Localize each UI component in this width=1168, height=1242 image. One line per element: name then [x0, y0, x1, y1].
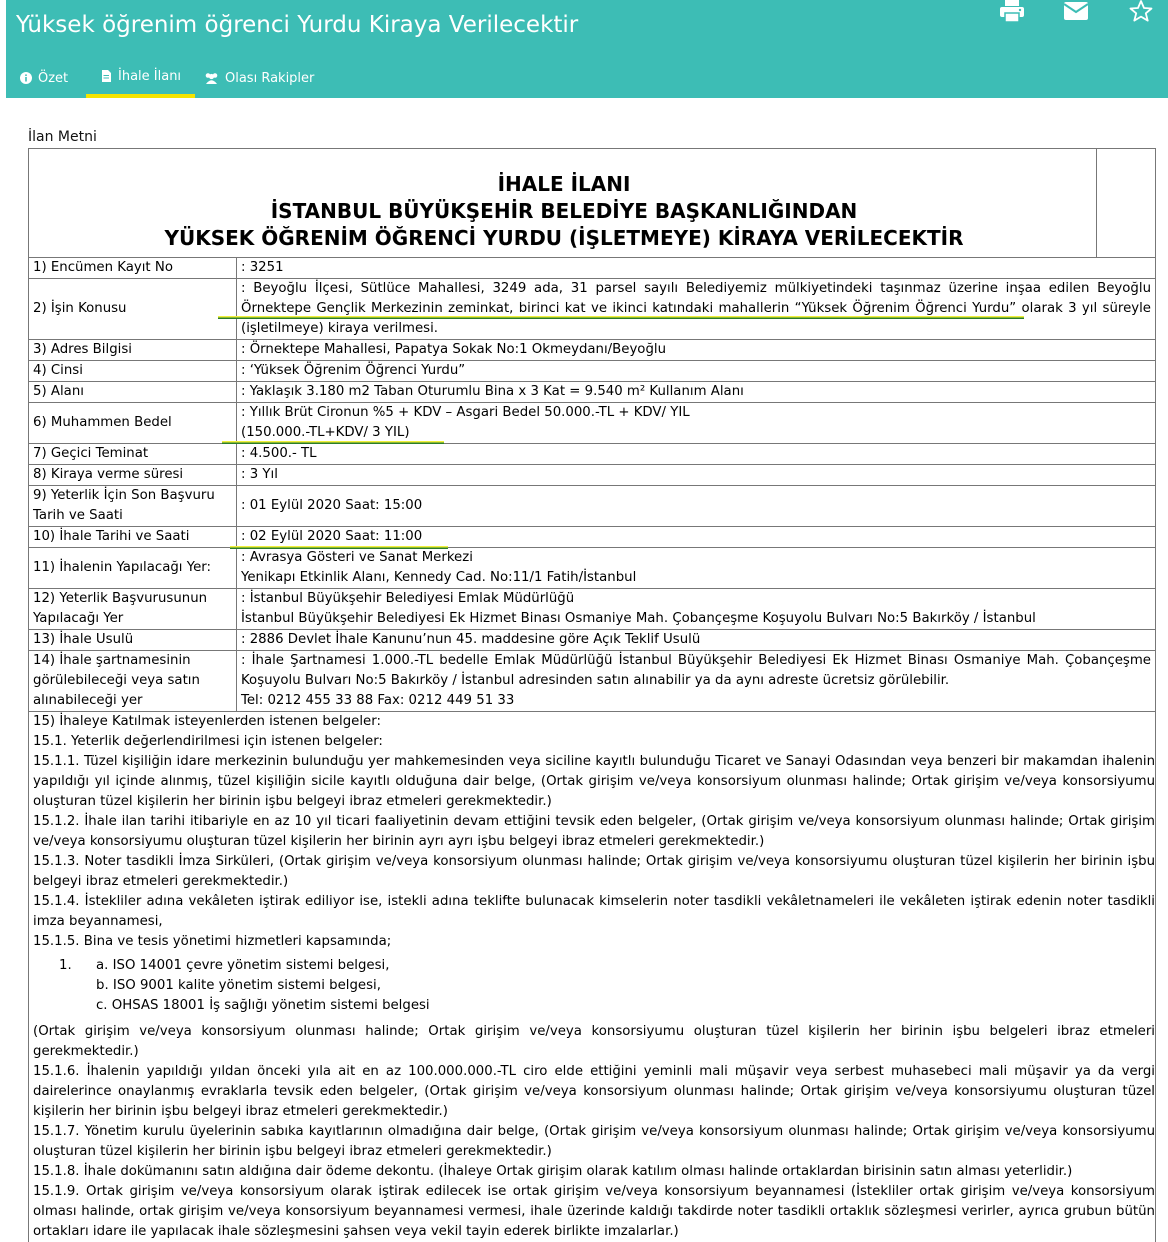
- announcement-document: [28, 148, 1156, 1242]
- tab-label: Olası Rakipler: [225, 70, 315, 86]
- row-key: 11) İhalenin Yapılacağı Yer:: [29, 548, 237, 589]
- row-key: 12) Yeterlik Başvurusunun Yapılacağı Yer: [29, 589, 237, 630]
- row-value-line: : Yıllık Brüt Cironun %5 + KDV – Asgari Bedel 50.000.-TL + KDV/ YIL: [241, 405, 690, 420]
- table-row: [29, 486, 1156, 527]
- table-row: [29, 258, 1156, 279]
- row-value-line: : 3251: [241, 260, 284, 275]
- document-title-box: [28, 148, 1156, 257]
- paragraph: 15.1.8. İhale dokümanını satın aldığına dair ödeme dekontu. (İhaleye Ortak girişim olarak katılım olması halinde ortaklardan birisinin satın alması yeterlidir.): [33, 1164, 1073, 1179]
- row-value-line: : 01 Eylül 2020 Saat: 15:00: [241, 498, 423, 513]
- row-key: 13) İhale Usulü: [29, 630, 237, 651]
- row-value-line: (150.000.-TL+KDV/ 3 YIL): [241, 425, 410, 440]
- row-value-line: : ‘Yüksek Öğrenim Öğrenci Yurdu”: [241, 363, 466, 378]
- paragraph: 15.1.7. Yönetim kurulu üyelerinin sabıka kayıtlarının olmadığına dair belge, (Ortak girişim ve/veya konsorsiyum olunması halinde; Ortak girişim ve/veya konsorsiyumu oluşturan tüzel kişilerin her birinin işbu belgeyi ibraz etmeleri gerekmektedir.): [33, 1124, 1155, 1159]
- row-key: 3) Adres Bilgisi: [29, 340, 237, 361]
- paragraph: 15.1.4. İstekliler adına vekâleten iştirak ediliyor ise, istekli adına teklifte bulunacak kimselerin noter tasdikli vekâletnameleri ile vekâleten iştirak edenin noter tasdikli imza beyannamesi,: [33, 894, 1155, 929]
- row-value-line: : Avrasya Gösteri ve Sanat Merkezi: [241, 550, 473, 565]
- row-value: [237, 589, 1156, 630]
- row-value: [237, 548, 1156, 589]
- table-row: [29, 527, 1156, 548]
- paragraph: 15.1.3. Noter tasdikli İmza Sirküleri, (Ortak girişim ve/veya konsorsiyum olunması halinde; Ortak girişim ve/veya konsorsiyumu oluşturan tüzel kişilerin her birinin işbu belgeyi ibraz etmeleri gerekmektedir.): [33, 854, 1155, 889]
- row-value-line: : 02 Eylül 2020 Saat: 11:00: [241, 529, 423, 544]
- requirements-text: [28, 712, 1156, 1242]
- row-value: [237, 279, 1156, 340]
- row-key: 6) Muhammen Bedel: [29, 403, 237, 444]
- tab-ozet[interactable]: [20, 58, 68, 98]
- row-value-line: : Beyoğlu İlçesi, Sütlüce Mahallesi, 3249 ada, 31 parsel sayılı Belediyemiz mülkiyetindeki taşınmaz üzerine inşaa edilen Beyoğlu Örnektepe Gençlik Merkezinin zeminkat, birinci kat ve ikinci katındaki mahallerin “Yüksek Öğrenim Öğrenci Yurdu” olarak 3 yıl süreyle (işletilmeye) kiraya verilmesi.: [241, 281, 1151, 336]
- paragraph: 15.1.6. İhalenin yapıldığı yıldan önceki yıla ait en az 100.000.000.-TL ciro elde ettiğini yeminli mali müşavir veya serbest muhasebeci mali müşavir ya da vergi dairelerince onaylanmış evraklarla tevsik eden belgeler, (Ortak girişim ve/veya konsorsiyum olunması halinde; Ortak girişim ve/veya konsorsiyumu oluşturan tüzel kişilerin her birinin işbu belgeyi ibraz etmeleri gerekmektedir.): [33, 1064, 1155, 1119]
- table-row: [29, 630, 1156, 651]
- row-value-line: : İhale Şartnamesi 1.000.-TL bedelle Emlak Müdürlüğü İstanbul Büyükşehir Belediyesi Ek Hizmet Binası Osmaniye Mah. Çobançeşme Koşuyolu Bulvarı No:5 Bakırköy / İstanbul adresinden satın alınabilir ya da aynı adreste ücretsiz görülebilir.: [241, 653, 1151, 688]
- table-row: [29, 651, 1156, 712]
- row-value: [237, 361, 1156, 382]
- document-icon: [100, 70, 112, 82]
- row-key: 5) Alanı: [29, 382, 237, 403]
- row-value: [237, 444, 1156, 465]
- row-key: 10) İhale Tarihi ve Saati: [29, 527, 237, 548]
- table-row: [29, 589, 1156, 630]
- row-value-line: : 2886 Devlet İhale Kanunu’nun 45. maddesine göre Açık Teklif Usulü: [241, 632, 701, 647]
- certificate-list: [33, 956, 1155, 1016]
- row-value: [237, 340, 1156, 361]
- users-icon: [204, 72, 219, 84]
- row-value: [237, 382, 1156, 403]
- table-row: [29, 361, 1156, 382]
- row-key: 2) İşin Konusu: [29, 279, 237, 340]
- highlight-underline: [218, 316, 1024, 319]
- title-side-cell: [1096, 149, 1155, 257]
- row-value: [237, 651, 1156, 712]
- table-row: [29, 340, 1156, 361]
- highlight-underline: [222, 441, 444, 444]
- paragraph: 15.1.9. Ortak girişim ve/veya konsorsiyum olarak iştirak edilecek ise ortak girişim ve/veya konsorsiyum beyannamesi (İstekliler ortak girişim ve/veya konsorsiyum olması halinde, ortak girişim ve/veya konsorsiyum beyannamesi vermesi, ihale üzerinde kaldığı takdirde noter tasdikli ortaklık sözleşmesi verirler, ayrıca grubun bütün ortakları idare ile yapılacak ihale sözleşmesini şahsen veya vekil tayin ederek birlikte imzalarlar.): [33, 1184, 1155, 1239]
- tab-label: İhale İlanı: [118, 68, 182, 84]
- highlight-underline: [230, 546, 448, 549]
- paragraph: 15.1. Yeterlik değerlendirilmesi için istenen belgeler:: [33, 734, 383, 749]
- row-value: [237, 403, 1156, 444]
- section-label: İlan Metni: [28, 129, 97, 145]
- row-key: 1) Encümen Kayıt No: [29, 258, 237, 279]
- paragraph: (Ortak girişim ve/veya konsorsiyum olunması halinde; Ortak girişim ve/veya konsorsiyumu oluşturan tüzel kişilerin her birinin işbu belgeleri ibraz etmeleri gerekmektedir.): [33, 1024, 1155, 1059]
- document-subtitle: YÜKSEK ÖĞRENİM ÖĞRENCİ YURDU (İŞLETMEYE) KİRAYA VERİLECEKTİR: [164, 226, 964, 250]
- row-value-line: : 3 Yıl: [241, 467, 278, 482]
- paragraph: 15) İhaleye Katılmak isteyenlerden istenen belgeler:: [33, 714, 381, 729]
- row-key: 8) Kiraya verme süresi: [29, 465, 237, 486]
- row-value: [237, 258, 1156, 279]
- table-row: [29, 548, 1156, 589]
- info-table: [28, 257, 1156, 712]
- paragraph: 15.1.1. Tüzel kişiliğin idare merkezinin bulunduğu yer mahkemesinden veya siciline kayıtlı bulunduğu Ticaret ve Sanayi Odasından veya benzeri bir makamdan ihalenin yapıldığı yıl içinde alınmış, tüzel kişiliğin sicile kayıtlı olduğuna dair belge, (Ortak girişim ve/veya konsorsiyum olunması halinde; Ortak girişim ve/veya konsorsiyumu oluşturan tüzel kişilerin her birinin işbu belgeyi ibraz etmeleri gerekmektedir.): [33, 754, 1155, 809]
- info-icon: [20, 72, 32, 84]
- envelope-icon[interactable]: [1063, 0, 1089, 22]
- row-value-line: : Örnektepe Mahallesi, Papatya Sokak No:1 Okmeydanı/Beyoğlu: [241, 342, 667, 357]
- row-value: [237, 486, 1156, 527]
- list-item: c. OHSAS 18001 İş sağlığı yönetim sistemi belgesi: [96, 998, 430, 1013]
- header-bar: [6, 0, 1168, 98]
- table-row: [29, 382, 1156, 403]
- list-item: b. ISO 9001 kalite yönetim sistemi belgesi,: [96, 978, 381, 993]
- row-value: [237, 527, 1156, 548]
- row-value-line: : İstanbul Büyükşehir Belediyesi Emlak Müdürlüğü: [241, 591, 575, 606]
- row-key: 4) Cinsi: [29, 361, 237, 382]
- tab-ihale-ilani[interactable]: [86, 58, 195, 98]
- document-title: İHALE İLANI: [497, 172, 631, 196]
- tab-label: Özet: [38, 70, 69, 86]
- table-row: [29, 279, 1156, 340]
- row-value: [237, 630, 1156, 651]
- document-subtitle: İSTANBUL BÜYÜKŞEHİR BELEDİYE BAŞKANLIĞINDAN: [270, 199, 858, 223]
- tab-olasi-rakipler[interactable]: [204, 58, 314, 98]
- row-value-line: : 4.500.- TL: [241, 446, 317, 461]
- row-key: 9) Yeterlik İçin Son Başvuru Tarih ve Saati: [29, 486, 237, 527]
- paragraph: 15.1.5. Bina ve tesis yönetimi hizmetleri kapsamında;: [33, 934, 392, 949]
- row-value-line: : Yaklaşık 3.180 m2 Taban Oturumlu Bina x 3 Kat = 9.540 m² Kullanım Alanı: [241, 384, 744, 399]
- row-value-line: Tel: 0212 455 33 88 Fax: 0212 449 51 33: [241, 693, 515, 708]
- row-value-line: İstanbul Büyükşehir Belediyesi Ek Hizmet Binası Osmaniye Mah. Çobançeşme Koşuyolu Bulvarı No:5 Bakırköy / İstanbul: [241, 611, 1036, 626]
- list-number: 1.: [59, 958, 72, 973]
- page-title: Yüksek öğrenim öğrenci Yurdu Kiraya Verilecektir: [16, 12, 579, 38]
- table-row: [29, 403, 1156, 444]
- row-key: 7) Geçici Teminat: [29, 444, 237, 465]
- table-row: [29, 465, 1156, 486]
- print-icon[interactable]: [999, 0, 1025, 22]
- row-value: [237, 465, 1156, 486]
- star-icon[interactable]: [1128, 0, 1154, 22]
- paragraph: 15.1.2. İhale ilan tarihi itibariyle en az 10 yıl ticari faaliyetinin devam ettiğini tevsik eden belgeler, (Ortak girişim ve/veya konsorsiyum olunması halinde; Ortak girişim ve/veya konsorsiyumu oluşturan tüzel kişilerin her birinin ayrı ayrı işbu belgeyi ibraz etmeleri gerekmektedir.): [33, 814, 1155, 849]
- row-value-line: Yenikapı Etkinlik Alanı, Kennedy Cad. No:11/1 Fatih/İstanbul: [241, 570, 637, 585]
- table-row: [29, 444, 1156, 465]
- row-key: 14) İhale şartnamesinin görülebileceği veya satın alınabileceği yer: [29, 651, 237, 712]
- list-item: a. ISO 14001 çevre yönetim sistemi belgesi,: [96, 958, 390, 973]
